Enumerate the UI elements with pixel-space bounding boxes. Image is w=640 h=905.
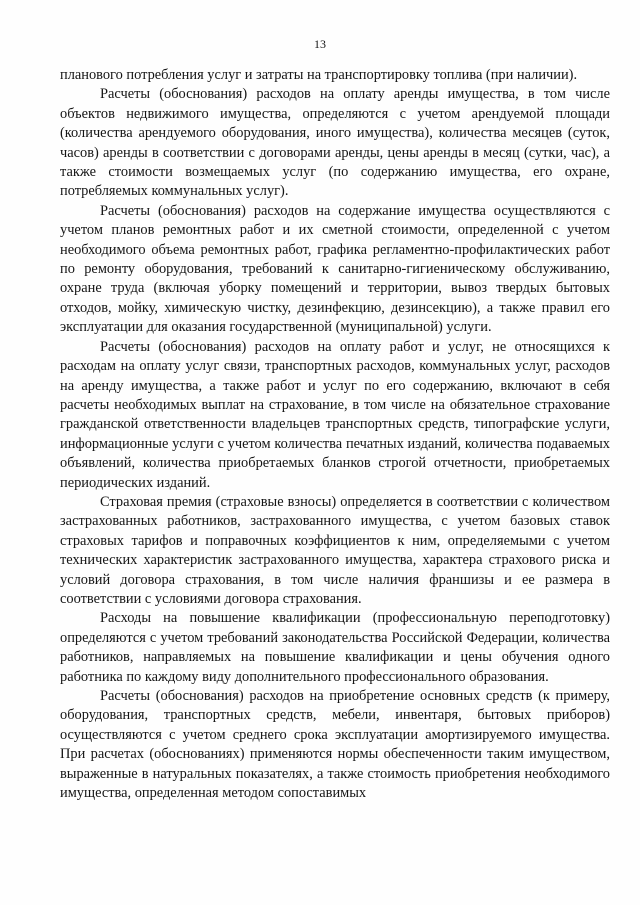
paragraph-qualification-training: Расходы на повышение квалификации (профессиональную переподготовку) определяются с учетом требований законодательства Российской Федерации, количества работников, направляемых на повышение квалификации и цены обучения одного работника по каждому виду дополнительного профессионального образования.	[60, 610, 610, 685]
paragraph-rent-expenses: Расчеты (обоснования) расходов на оплату аренды имущества, в том числе объектов недвижимого имущества, определяются с учетом арендуемой площади (количества арендуемого оборудования, иного имущества), количества месяцев (суток, часов) аренды в соответствии с договорами аренды, цены аренды в месяц (сутки, час), а также стоимости возмещаемых услуг (по содержанию имущества, его охране, потребляемых коммунальных услуг).	[60, 86, 610, 200]
page-number: 13	[314, 37, 326, 51]
paragraph-other-works-services: Расчеты (обоснования) расходов на оплату работ и услуг, не относящихся к расходам на оплату услуг связи, транспортных расходов, коммунальных услуг, расходов на аренду имущества, а также работ и услуг по его содержанию, включают в себя расчеты необходимых выплат на страхование, в том числе на обязательное страхование гражданской ответственности владельцев транспортных средств, типографские услуги, информационные услуги с учетом количества печатных изданий, количества подаваемых объявлений, количества приобретаемых бланков строгой отчетности, приобретаемых периодических изданий.	[60, 338, 610, 491]
paragraph-property-maintenance: Расчеты (обоснования) расходов на содержание имущества осуществляются с учетом планов ремонтных работ и их сметной стоимости, определенной с учетом необходимого объема ремонтных работ, графика регламентно-профилактических работ по ремонту оборудования, требований к санитарно-гигиеническому обслуживанию, охране труда (включая уборку помещений и территории, вывоз твердых бытовых отходов, мойку, химическую чистку, дезинфекцию, дезинсекцию), а также правил его эксплуатации для оказания государственной (муниципальной) услуги.	[60, 202, 610, 336]
paragraph-continuation: планового потребления услуг и затраты на транспортировку топлива (при наличии).	[60, 67, 578, 83]
document-body	[60, 66, 610, 803]
paragraph-fixed-assets: Расчеты (обоснования) расходов на приобретение основных средств (к примеру, оборудования, транспортных средств, мебели, инвентаря, бытовых приборов) осуществляются с учетом среднего срока эксплуатации амортизируемого имущества. При расчетах (обоснованиях) применяются нормы обеспеченности таким имуществом, выраженные в натуральных показателях, а также стоимость приобретения необходимого имущества, определенная методом сопоставимых	[60, 688, 610, 802]
paragraph-insurance-premium: Страховая премия (страховые взносы) определяется в соответствии с количеством застрахованных работников, застрахованного имущества, с учетом базовых ставок страховых тарифов и поправочных коэффициентов к ним, определяемыми с учетом технических характеристик застрахованного имущества, характера страхового риска и условий договора страхования, в том числе наличия франшизы и ее размера в соответствии с условиями договора страхования.	[60, 493, 610, 607]
